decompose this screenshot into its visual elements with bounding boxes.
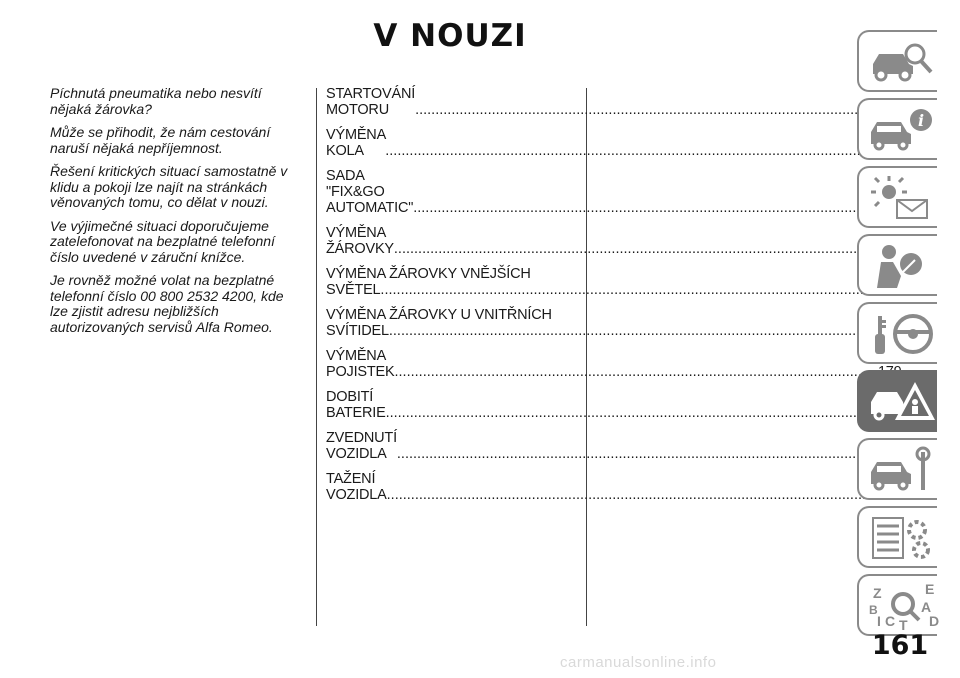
toc-entry[interactable]	[326, 225, 576, 257]
toc-entry-title: STARTOVÁNÍ MOTORU	[326, 86, 416, 118]
watermark: carmanualsonline.info	[560, 654, 717, 671]
toc-entry-title: DOBITÍ BATERIE	[326, 389, 386, 421]
index-letter: B	[869, 603, 878, 617]
tab-emergency[interactable]	[857, 370, 937, 432]
car-wrench-icon	[867, 446, 937, 494]
page-number: 161	[871, 630, 929, 661]
toc-leader	[387, 487, 870, 503]
toc-leader	[397, 446, 880, 462]
key-steering-wheel-icon	[867, 310, 937, 358]
index-letter: D	[929, 613, 940, 629]
car-info-icon	[867, 106, 937, 154]
toc-leader	[395, 364, 878, 380]
toc-entry[interactable]	[326, 307, 576, 339]
toc-entry[interactable]	[326, 471, 576, 503]
toc-entry[interactable]	[326, 168, 576, 216]
spec-list-gears-icon	[867, 514, 937, 562]
tab-key-steering[interactable]	[857, 302, 937, 364]
toc-entry-title: VÝMĚNA ŽÁROVKY U VNITŘNÍCH	[326, 307, 552, 323]
car-breakdown-warning-icon	[867, 378, 937, 426]
toc-leader	[413, 200, 896, 216]
toc-entry[interactable]	[326, 389, 576, 421]
intro-paragraph: Řešení kritických situací samostatně v klidu a pokoji lze najít na stránkách věnovaných tomu, co dělat v nouzi.	[50, 163, 288, 210]
intro-paragraph: Je rovněž možné volat na bezplatné telefonní číslo 00 800 2532 4200, kde lze zjistit adresu nejbližších autorizovaných servisů Alfa Romeo.	[50, 272, 284, 335]
airbag-passenger-icon	[867, 242, 937, 290]
index-letter: T	[899, 617, 908, 633]
car-magnifier-icon	[867, 38, 937, 86]
toc-entry-title: TAŽENÍ VOZIDLA	[326, 471, 387, 503]
toc-entry-title: ZVEDNUTÍ VOZIDLA	[326, 430, 397, 462]
toc-entry[interactable]	[326, 127, 576, 159]
toc-entry-title: VÝMĚNA POJISTEK	[326, 348, 395, 380]
tab-car-maintenance[interactable]	[857, 438, 937, 500]
intro-paragraph: Ve výjimečné situaci doporučujeme zatelefonovat na bezplatné telefonní číslo uvedené v záruční knížce.	[50, 217, 275, 265]
toc-leader	[380, 282, 863, 298]
tab-airbag[interactable]	[857, 234, 937, 296]
column-divider-left	[316, 88, 317, 626]
warning-lights-message-icon	[867, 174, 937, 222]
tab-specifications[interactable]	[857, 506, 937, 568]
toc-entry-title: VÝMĚNA ŽÁROVKY	[326, 225, 394, 257]
page-title: V NOUZI	[373, 18, 527, 54]
toc-entry[interactable]	[326, 348, 576, 380]
toc-entry-title: SADA "FIX&GO AUTOMATIC"	[326, 168, 414, 216]
index-letter: C	[885, 613, 896, 629]
table-of-contents	[326, 86, 576, 512]
toc-leader	[394, 241, 877, 257]
index-letter: A	[921, 599, 932, 615]
alphabet-index-icon	[867, 581, 940, 633]
toc-leader	[385, 143, 868, 159]
index-letter: Z	[873, 585, 882, 601]
toc-entry[interactable]	[326, 266, 576, 298]
toc-leader	[386, 405, 869, 421]
svg-text:i: i	[917, 111, 925, 130]
tab-warning-lights[interactable]	[857, 166, 937, 228]
toc-entry-title-cont: SVÍTIDEL	[326, 323, 389, 339]
index-letter: E	[925, 581, 935, 597]
tab-car-magnifier[interactable]	[857, 30, 937, 92]
index-letter: I	[877, 613, 881, 629]
tab-alphabetical-index[interactable]	[857, 574, 940, 636]
column-divider-right	[586, 88, 587, 626]
tab-car-info[interactable]	[857, 98, 937, 160]
toc-entry[interactable]	[326, 430, 576, 462]
toc-entry[interactable]	[326, 86, 576, 118]
toc-leader	[415, 102, 898, 118]
toc-entry-title: VÝMĚNA ŽÁROVKY VNĚJŠÍCH	[326, 266, 531, 282]
toc-entry-title-cont: SVĚTEL	[326, 282, 381, 298]
intro-text	[50, 86, 300, 343]
toc-entry-title: VÝMĚNA KOLA	[326, 127, 386, 159]
toc-leader	[389, 323, 872, 339]
intro-paragraph: Může se přihodit, že nám cestování naruší nějaká nepříjemnost.	[50, 124, 271, 156]
intro-paragraph: Píchnutá pneumatika nebo nesvítí nějaká žárovka?	[50, 85, 262, 117]
